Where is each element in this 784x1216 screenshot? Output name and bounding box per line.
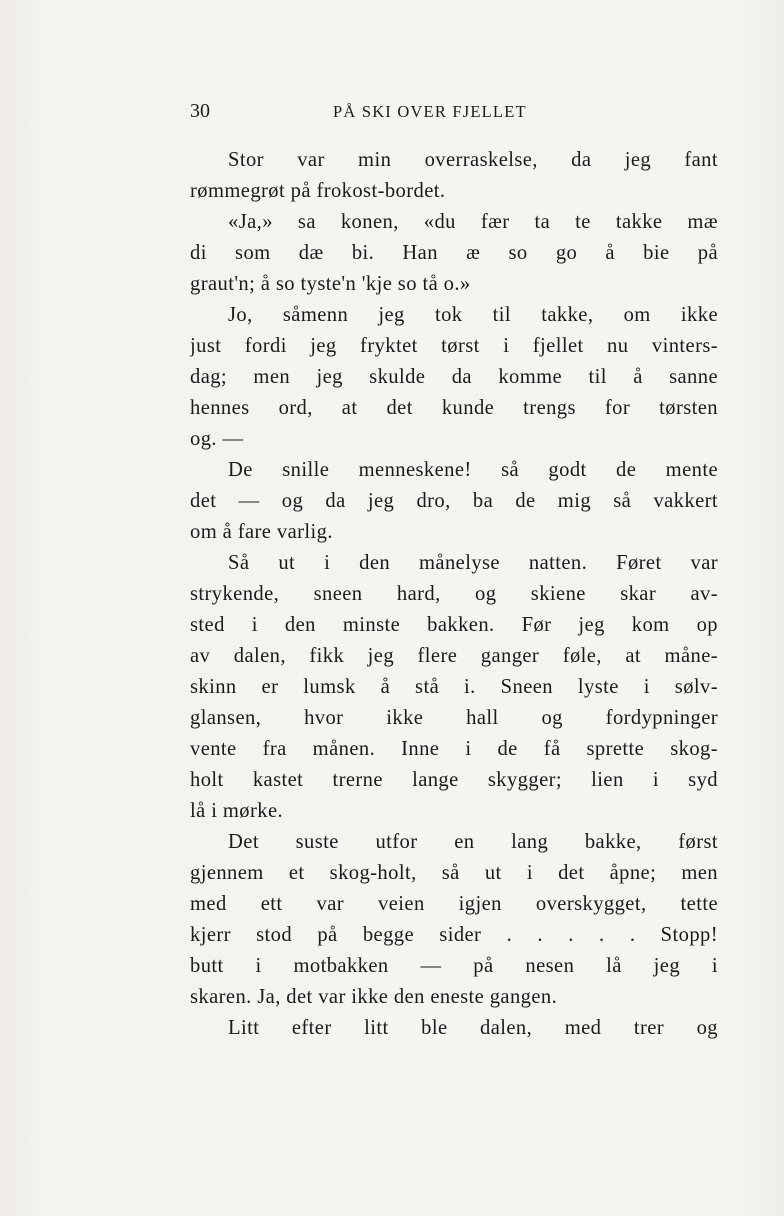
text-line: og. — — [190, 428, 244, 450]
text-line: glansen, hvor ikke hall og fordypninger — [190, 707, 718, 729]
text-line: Det suste utfor en lang bakke, først — [228, 831, 718, 853]
text-line: graut'n; å so tyste'n 'kje so tå o.» — [190, 273, 471, 295]
text-line: hennes ord, at det kunde trengs for tørsten — [190, 397, 718, 419]
text-line: Så ut i den månelyse natten. Føret var — [228, 552, 718, 574]
text-line: Stor var min overraskelse, da jeg fant — [228, 149, 718, 171]
text-line: butt i motbakken — på nesen lå jeg i — [190, 955, 718, 977]
text-line: skinn er lumsk å stå i. Sneen lyste i sølv- — [190, 676, 718, 698]
text-line: av dalen, fikk jeg flere ganger føle, at måne- — [190, 645, 718, 667]
text-line: «Ja,» sa konen, «du fær ta te takke mæ — [228, 211, 718, 233]
text-line: De snille menneskene! så godt de mente — [228, 459, 718, 481]
text-line: rømmegrøt på frokost-bordet. — [190, 180, 446, 202]
running-head-title: PÅ SKI OVER FJELLET — [333, 102, 527, 121]
text-line: strykende, sneen hard, og skiene skar av- — [190, 583, 718, 605]
text-line: di som dæ bi. Han æ so go å bie på — [190, 242, 718, 264]
text-line: gjennem et skog-holt, så ut i det åpne; men — [190, 862, 718, 884]
body-text — [190, 145, 718, 1044]
text-line: holt kastet trerne lange skygger; lien i syd — [190, 769, 718, 791]
running-head — [190, 100, 718, 126]
text-line: sted i den minste bakken. Før jeg kom op — [190, 614, 718, 636]
text-line: det — og da jeg dro, ba de mig så vakkert — [190, 490, 718, 512]
text-line: lå i mørke. — [190, 800, 284, 822]
text-line: med ett var veien igjen overskygget, tette — [190, 893, 718, 915]
text-line: dag; men jeg skulde da komme til å sanne — [190, 366, 718, 388]
text-line: skaren. Ja, det var ikke den eneste gangen. — [190, 986, 558, 1008]
page-number: 30 — [190, 100, 210, 122]
text-line: Litt efter litt ble dalen, med trer og — [228, 1017, 718, 1039]
text-line: just fordi jeg fryktet tørst i fjellet nu vinters- — [190, 335, 718, 357]
text-line: vente fra månen. Inne i de få sprette skog- — [190, 738, 718, 760]
text-line: Jo, såmenn jeg tok til takke, om ikke — [228, 304, 718, 326]
text-line: kjerr stod på begge sider . . . . . Stopp! — [190, 924, 718, 946]
text-line: om å fare varlig. — [190, 521, 333, 543]
